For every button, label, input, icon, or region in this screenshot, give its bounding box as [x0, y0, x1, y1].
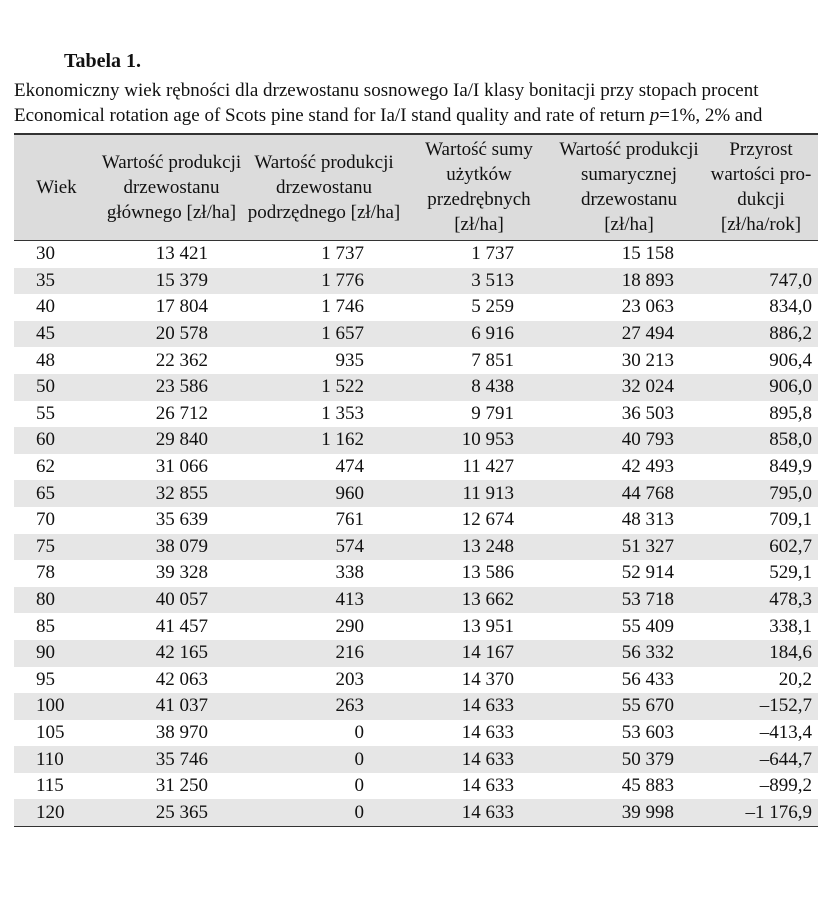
cell-secondary-stand-value: 935	[335, 349, 364, 371]
cell-total-production-value: 50 379	[554, 746, 704, 773]
cell-secondary-stand-value: 413	[244, 587, 404, 614]
cell-main-stand-value: 38 970	[155, 721, 208, 743]
cell-main-stand-value: 29 840	[99, 427, 244, 454]
cell-total-production-value: 56 332	[554, 640, 704, 667]
table-row	[14, 241, 818, 268]
table-row	[14, 268, 818, 295]
cell-main-stand-value: 31 066	[155, 456, 208, 478]
cell-main-stand-value: 20 578	[99, 321, 244, 348]
cell-thinnings-value: 8 438	[404, 374, 554, 401]
table-row	[14, 534, 818, 561]
cell-main-stand-value: 35 639	[155, 509, 208, 531]
cell-thinnings-value: 13 951	[461, 615, 514, 637]
cell-age: 55	[36, 402, 55, 424]
cell-secondary-stand-value: 0	[354, 721, 364, 743]
table-label: Tabela 1.	[64, 50, 142, 72]
cell-value-increment: 906,4	[769, 349, 812, 371]
cell-value-increment: –152,7	[704, 693, 818, 720]
cell-thinnings-value: 12 674	[461, 509, 514, 531]
cell-age: 78	[36, 562, 55, 584]
cell-value-increment: 849,9	[769, 456, 812, 478]
cell-age: 35	[14, 268, 99, 295]
cell-age: 30	[36, 243, 55, 265]
cell-age: 100	[14, 693, 99, 720]
cell-main-stand-value: 42 165	[99, 640, 244, 667]
cell-value-increment: –899,2	[759, 775, 812, 797]
cell-main-stand-value: 23 586	[99, 374, 244, 401]
caption-polish: Ekonomiczny wiek rębności dla drzewostanu sosnowego Ia/I klasy bonitacji przy stopach procent	[14, 80, 759, 101]
cell-secondary-stand-value: 1 353	[321, 402, 364, 424]
cell-value-increment: 834,0	[769, 296, 812, 318]
cell-main-stand-value: 15 379	[99, 268, 244, 295]
table-row	[14, 746, 818, 773]
header-value-increment: Przyrost wartości pro- dukcji [zł/ha/rok]	[704, 134, 818, 241]
cell-main-stand-value: 41 037	[99, 693, 244, 720]
table-row	[14, 454, 818, 481]
cell-total-production-value: 27 494	[554, 321, 704, 348]
cell-secondary-stand-value: 1 746	[321, 296, 364, 318]
cell-age: 70	[36, 509, 55, 531]
cell-main-stand-value: 41 457	[155, 615, 208, 637]
table-row	[14, 427, 818, 454]
cell-thinnings-value: 7 851	[471, 349, 514, 371]
table-row	[14, 720, 818, 747]
cell-thinnings-value: 3 513	[404, 268, 554, 295]
cell-age: 50	[14, 374, 99, 401]
cell-age: 60	[14, 427, 99, 454]
cell-main-stand-value: 40 057	[99, 587, 244, 614]
cell-age: 62	[36, 456, 55, 478]
cell-age: 75	[14, 534, 99, 561]
table-row	[14, 613, 818, 640]
cell-main-stand-value: 31 250	[155, 775, 208, 797]
cell-total-production-value: 53 603	[621, 721, 674, 743]
table-row	[14, 693, 818, 720]
cell-value-increment	[704, 241, 818, 268]
cell-total-production-value: 55 670	[554, 693, 704, 720]
cell-total-production-value: 32 024	[554, 374, 704, 401]
cell-thinnings-value: 14 633	[461, 721, 514, 743]
cell-total-production-value: 53 718	[554, 587, 704, 614]
table-row	[14, 347, 818, 374]
cell-value-increment: 795,0	[704, 480, 818, 507]
header-row	[14, 134, 818, 241]
cell-secondary-stand-value: 338	[335, 562, 364, 584]
cell-main-stand-value: 13 421	[155, 243, 208, 265]
cell-thinnings-value: 14 370	[461, 668, 514, 690]
cell-age: 65	[14, 480, 99, 507]
cell-main-stand-value: 32 855	[99, 480, 244, 507]
table-row	[14, 480, 818, 507]
cell-value-increment: 529,1	[769, 562, 812, 584]
header-thinnings-value: Wartość sumy użytków przedrębnych [zł/ha]	[404, 134, 554, 241]
cell-value-increment: 858,0	[704, 427, 818, 454]
cell-secondary-stand-value: 1 162	[244, 427, 404, 454]
data-table	[14, 133, 818, 827]
cell-main-stand-value: 17 804	[155, 296, 208, 318]
cell-thinnings-value: 5 259	[471, 296, 514, 318]
cell-main-stand-value: 25 365	[99, 799, 244, 826]
cell-secondary-stand-value: 761	[335, 509, 364, 531]
cell-age: 40	[36, 296, 55, 318]
table-row	[14, 401, 818, 428]
table-body	[14, 241, 818, 827]
table-row	[14, 773, 818, 800]
cell-thinnings-value: 14 633	[404, 746, 554, 773]
cell-secondary-stand-value: 1 737	[321, 243, 364, 265]
cell-secondary-stand-value: 290	[335, 615, 364, 637]
table-row	[14, 587, 818, 614]
cell-thinnings-value: 14 167	[404, 640, 554, 667]
cell-age: 110	[14, 746, 99, 773]
caption-english	[14, 105, 818, 127]
cell-total-production-value: 52 914	[621, 562, 674, 584]
cell-total-production-value: 23 063	[621, 296, 674, 318]
cell-thinnings-value: 13 662	[404, 587, 554, 614]
cell-value-increment: 709,1	[769, 509, 812, 531]
cell-total-production-value: 48 313	[621, 509, 674, 531]
cell-main-stand-value: 38 079	[99, 534, 244, 561]
table-row	[14, 294, 818, 321]
cell-thinnings-value: 11 427	[462, 456, 514, 478]
cell-total-production-value: 40 793	[554, 427, 704, 454]
caption-english-rate: =1%, 2% and	[659, 105, 763, 126]
cell-secondary-stand-value: 1 657	[244, 321, 404, 348]
cell-value-increment: –644,7	[704, 746, 818, 773]
header-secondary-stand-value: Wartość produkcji drzewostanu podrzędnego [zł/ha]	[244, 134, 404, 241]
cell-secondary-stand-value: 263	[244, 693, 404, 720]
cell-secondary-stand-value: 474	[335, 456, 364, 478]
cell-total-production-value: 51 327	[554, 534, 704, 561]
cell-secondary-stand-value: 1 522	[244, 374, 404, 401]
cell-total-production-value: 55 409	[621, 615, 674, 637]
cell-main-stand-value: 39 328	[155, 562, 208, 584]
cell-thinnings-value: 9 791	[471, 402, 514, 424]
cell-value-increment: 895,8	[769, 402, 812, 424]
cell-total-production-value: 30 213	[621, 349, 674, 371]
table-row	[14, 799, 818, 826]
table-row	[14, 374, 818, 401]
cell-age: 85	[36, 615, 55, 637]
cell-value-increment: 747,0	[704, 268, 818, 295]
cell-secondary-stand-value: 960	[244, 480, 404, 507]
table-row	[14, 560, 818, 587]
cell-value-increment: 886,2	[704, 321, 818, 348]
cell-total-production-value: 39 998	[554, 799, 704, 826]
header-total-production-value: Wartość produkcji sumarycznej drzewostanu [zł/ha]	[554, 134, 704, 241]
table-row	[14, 507, 818, 534]
cell-age: 45	[14, 321, 99, 348]
header-age: Wiek	[14, 134, 99, 241]
header-main-stand-value: Wartość produkcji drzewostanu głównego [zł/ha]	[99, 134, 244, 241]
cell-secondary-stand-value: 0	[354, 775, 364, 797]
cell-secondary-stand-value: 0	[244, 799, 404, 826]
cell-age: 115	[36, 775, 64, 797]
cell-main-stand-value: 22 362	[155, 349, 208, 371]
cell-value-increment: 906,0	[704, 374, 818, 401]
caption-english-text: Economical rotation age of Scots pine stand for Ia/I stand quality and rate of return	[14, 105, 650, 126]
cell-thinnings-value: 6 916	[404, 321, 554, 348]
caption-english-variable: p	[649, 105, 660, 126]
cell-value-increment: 478,3	[704, 587, 818, 614]
cell-age: 105	[36, 721, 65, 743]
cell-age: 80	[14, 587, 99, 614]
cell-secondary-stand-value: 574	[244, 534, 404, 561]
cell-age: 95	[36, 668, 55, 690]
cell-thinnings-value: 1 737	[471, 243, 514, 265]
cell-age: 90	[14, 640, 99, 667]
cell-secondary-stand-value: 203	[335, 668, 364, 690]
cell-main-stand-value: 42 063	[155, 668, 208, 690]
cell-total-production-value: 45 883	[621, 775, 674, 797]
cell-thinnings-value: 14 633	[461, 775, 514, 797]
cell-main-stand-value: 26 712	[155, 402, 208, 424]
cell-total-production-value: 18 893	[554, 268, 704, 295]
cell-thinnings-value: 13 586	[461, 562, 514, 584]
cell-value-increment: 20,2	[778, 668, 812, 690]
cell-secondary-stand-value: 0	[244, 746, 404, 773]
cell-thinnings-value: 14 633	[404, 693, 554, 720]
cell-total-production-value: 56 433	[621, 668, 674, 690]
cell-total-production-value: 36 503	[621, 402, 674, 424]
cell-secondary-stand-value: 216	[244, 640, 404, 667]
cell-main-stand-value: 35 746	[99, 746, 244, 773]
cell-value-increment: 602,7	[704, 534, 818, 561]
cell-total-production-value: 15 158	[621, 243, 674, 265]
cell-age: 120	[14, 799, 99, 826]
table-row	[14, 667, 818, 694]
cell-thinnings-value: 14 633	[404, 799, 554, 826]
cell-total-production-value: 44 768	[554, 480, 704, 507]
cell-value-increment: –1 176,9	[704, 799, 818, 826]
cell-secondary-stand-value: 1 776	[244, 268, 404, 295]
table-row	[14, 321, 818, 348]
cell-value-increment: 338,1	[769, 615, 812, 637]
cell-thinnings-value: 10 953	[404, 427, 554, 454]
table-row	[14, 640, 818, 667]
cell-value-increment: 184,6	[704, 640, 818, 667]
cell-thinnings-value: 13 248	[404, 534, 554, 561]
cell-thinnings-value: 11 913	[404, 480, 554, 507]
cell-age: 48	[36, 349, 55, 371]
cell-value-increment: –413,4	[759, 721, 812, 743]
cell-total-production-value: 42 493	[621, 456, 674, 478]
